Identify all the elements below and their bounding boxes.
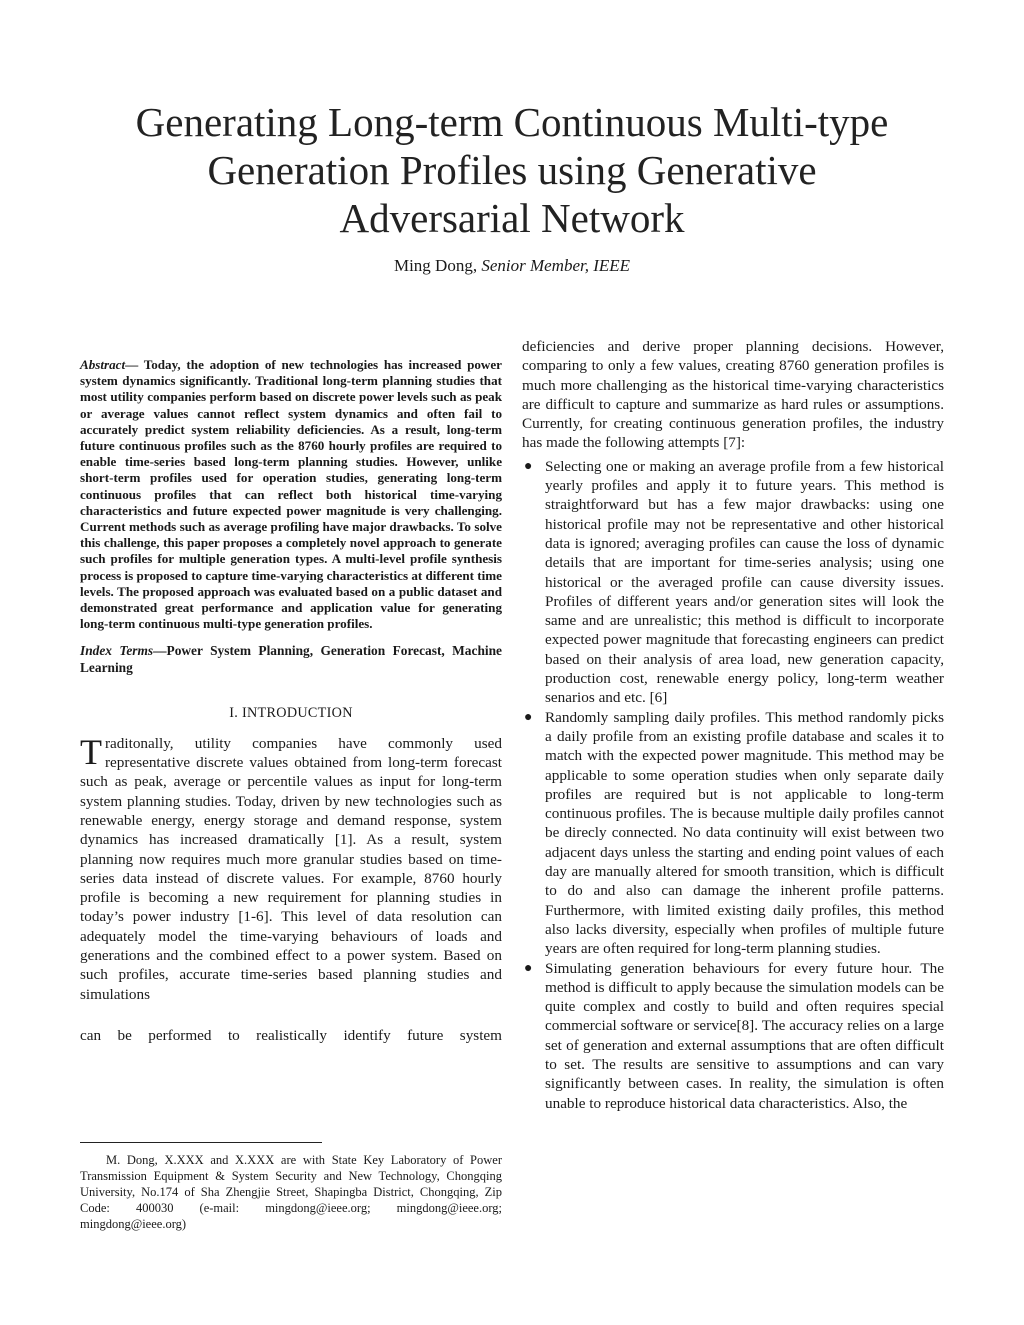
title-line-1: Generating Long-term Continuous Multi-type [135, 99, 889, 145]
author-name: Ming Dong, [393, 256, 478, 275]
index-terms-text: —Power System Planning, Generation Forecast, Machine Learning [80, 643, 502, 676]
footnote-divider [80, 1142, 322, 1143]
bullet-icon: ● [524, 458, 533, 474]
index-terms [80, 642, 502, 676]
bullet-icon: ● [524, 960, 533, 976]
right-intro-paragraph: deficiencies and derive proper planning decisions. However, comparing to only a few values, creating 8760 generation profiles is much more challenging as the historical time-varying characteristics are difficult to capture and summarize as hard rules or assumptions. Currently, for creating continuous generation profiles, the industry has made the following attempts [7]: [522, 338, 944, 452]
list-item [522, 959, 944, 1113]
list-item [522, 457, 944, 708]
section-heading [80, 704, 502, 723]
paper-title [80, 98, 944, 242]
title-line-3: Adversarial Network [339, 195, 685, 241]
abstract-label: Abstract [80, 357, 126, 372]
intro-paragraph [80, 731, 502, 1004]
title-line-2: Generation Profiles using Generative [207, 147, 817, 193]
author-role: Senior Member, IEEE [481, 256, 631, 275]
intro-text: raditonally, utility companies have commonly used representative discrete values obtained from long-term forecast such as peak, average or percentile values as input for long-term system planning studies. Today, driven by new technologies such as renewable energy, energy storage and demand response, system dynamics has increased dramatically [1]. As a result, system planning now requires much more granular studies based on time-series data instead of discrete values. For example, 8760 hourly profile is becoming a new requirement for planning studies in today’s power industry [1-6]. This level of data resolution can adequately model the time-varying behaviours of loads and generations and the combined effect to a power system. Based on such profiles, accurate time-series based planning studies and simulations [80, 734, 502, 1003]
section-number: I. [229, 705, 239, 722]
intro-tail: can be performed to realistically identify future system [80, 1026, 502, 1044]
left-column [80, 357, 502, 1045]
list-item-text: Selecting one or making an average profile from a few historical yearly profiles and apply it to future years. This method is straightforward but has a few major drawbacks: using one historical profile may not be representative and other historical data is ignored; averaging profiles can cause the loss of dynamic details that are important for time-series analysis; using one historical or the averaged profile can cause diversity issues. Profiles of different years and/or generation sites will look the same and are unrealistic; this method is difficult to incorporate expected power magnitude that forecasting engineers can predict based on their analysis of area load, new generation capacity, production cost, renewable energy policy, long-term weather senarios and etc. [6] [545, 457, 944, 707]
bullet-icon: ● [524, 709, 533, 725]
list-item-text: Simulating generation behaviours for every future hour. The method is difficult to apply because the simulation models can be quite complex and costly to build and often requires special commercial software or service[8]. The accuracy relies on a large set of generation and external assumptions that are often difficult to set. The results are sensitive to assumptions and can vary significantly between cases. In reality, the simulation is often unable to reproduce historical data characteristics. Also, the [545, 959, 944, 1112]
right-column [522, 337, 944, 1113]
abstract [80, 357, 502, 632]
section-title: INTRODUCTION [241, 705, 353, 722]
list-item-text: Randomly sampling daily profiles. This method randomly picks a daily profile from an existing profile database and scales it to match with the expected power magnitude. This method may be applicable to some operation studies when only separate daily profiles are required but is not applicable to long-term continuous profiles. The is because multiple daily profiles cannot be direcly connected. No data continuity will exist between two adjacent days unless the starting and ending point values of each day are manually altered for smooth transition, which is difficult to do and also can damage the inherent profile patterns. Furthermore, with limited existing daily profiles, this method also lacks diversity, especially when profiles of multiple future years are often required for long-term planning studies. [545, 708, 944, 958]
index-terms-label: Index Terms [80, 643, 154, 659]
abstract-text: — Today, the adoption of new technologies has increased power system dynamics significantly. Traditional long-term planning studies that most utility companies perform based on discrete power levels such as peak or average values cannot reflect system dynamics and often fail to accurately predict system reliability deficiencies. As a result, long-term future continuous profiles such as the 8760 hourly profiles are required to enable time-series based long-term planning studies. However, unlike short-term profiles used for operation studies, generating long-term continuous profiles that can reflect both historical time-varying characteristics and future expected power magnitude is very challenging. Current methods such as average profiling have major drawbacks. To solve this challenge, this paper proposes a completely novel approach to generate such profiles for multiple generation types. A multi-level profile synthesis process is proposed to capture time-varying characteristics at different time levels. The proposed approach was evaluated based on a public dataset and demonstrated great performance and application value for generating long-term continuous multi-type generation profiles. [80, 357, 502, 632]
author-line [80, 255, 944, 277]
list-item [522, 708, 944, 959]
attempts-list [522, 457, 944, 1113]
footnote: M. Dong, X.XXX and X.XXX are with State Key Laboratory of Power Transmission Equipment & System Security and New Technology, Chongqing University, No.174 of Sha Zhengjie Street, Shapingba District, Chongqing, Zip Code: 400030 (e-mail: mingdong@ieee.org; mingdong@ieee.org; mingdong@ieee.org) [80, 1153, 502, 1231]
drop-cap: T [80, 731, 102, 772]
